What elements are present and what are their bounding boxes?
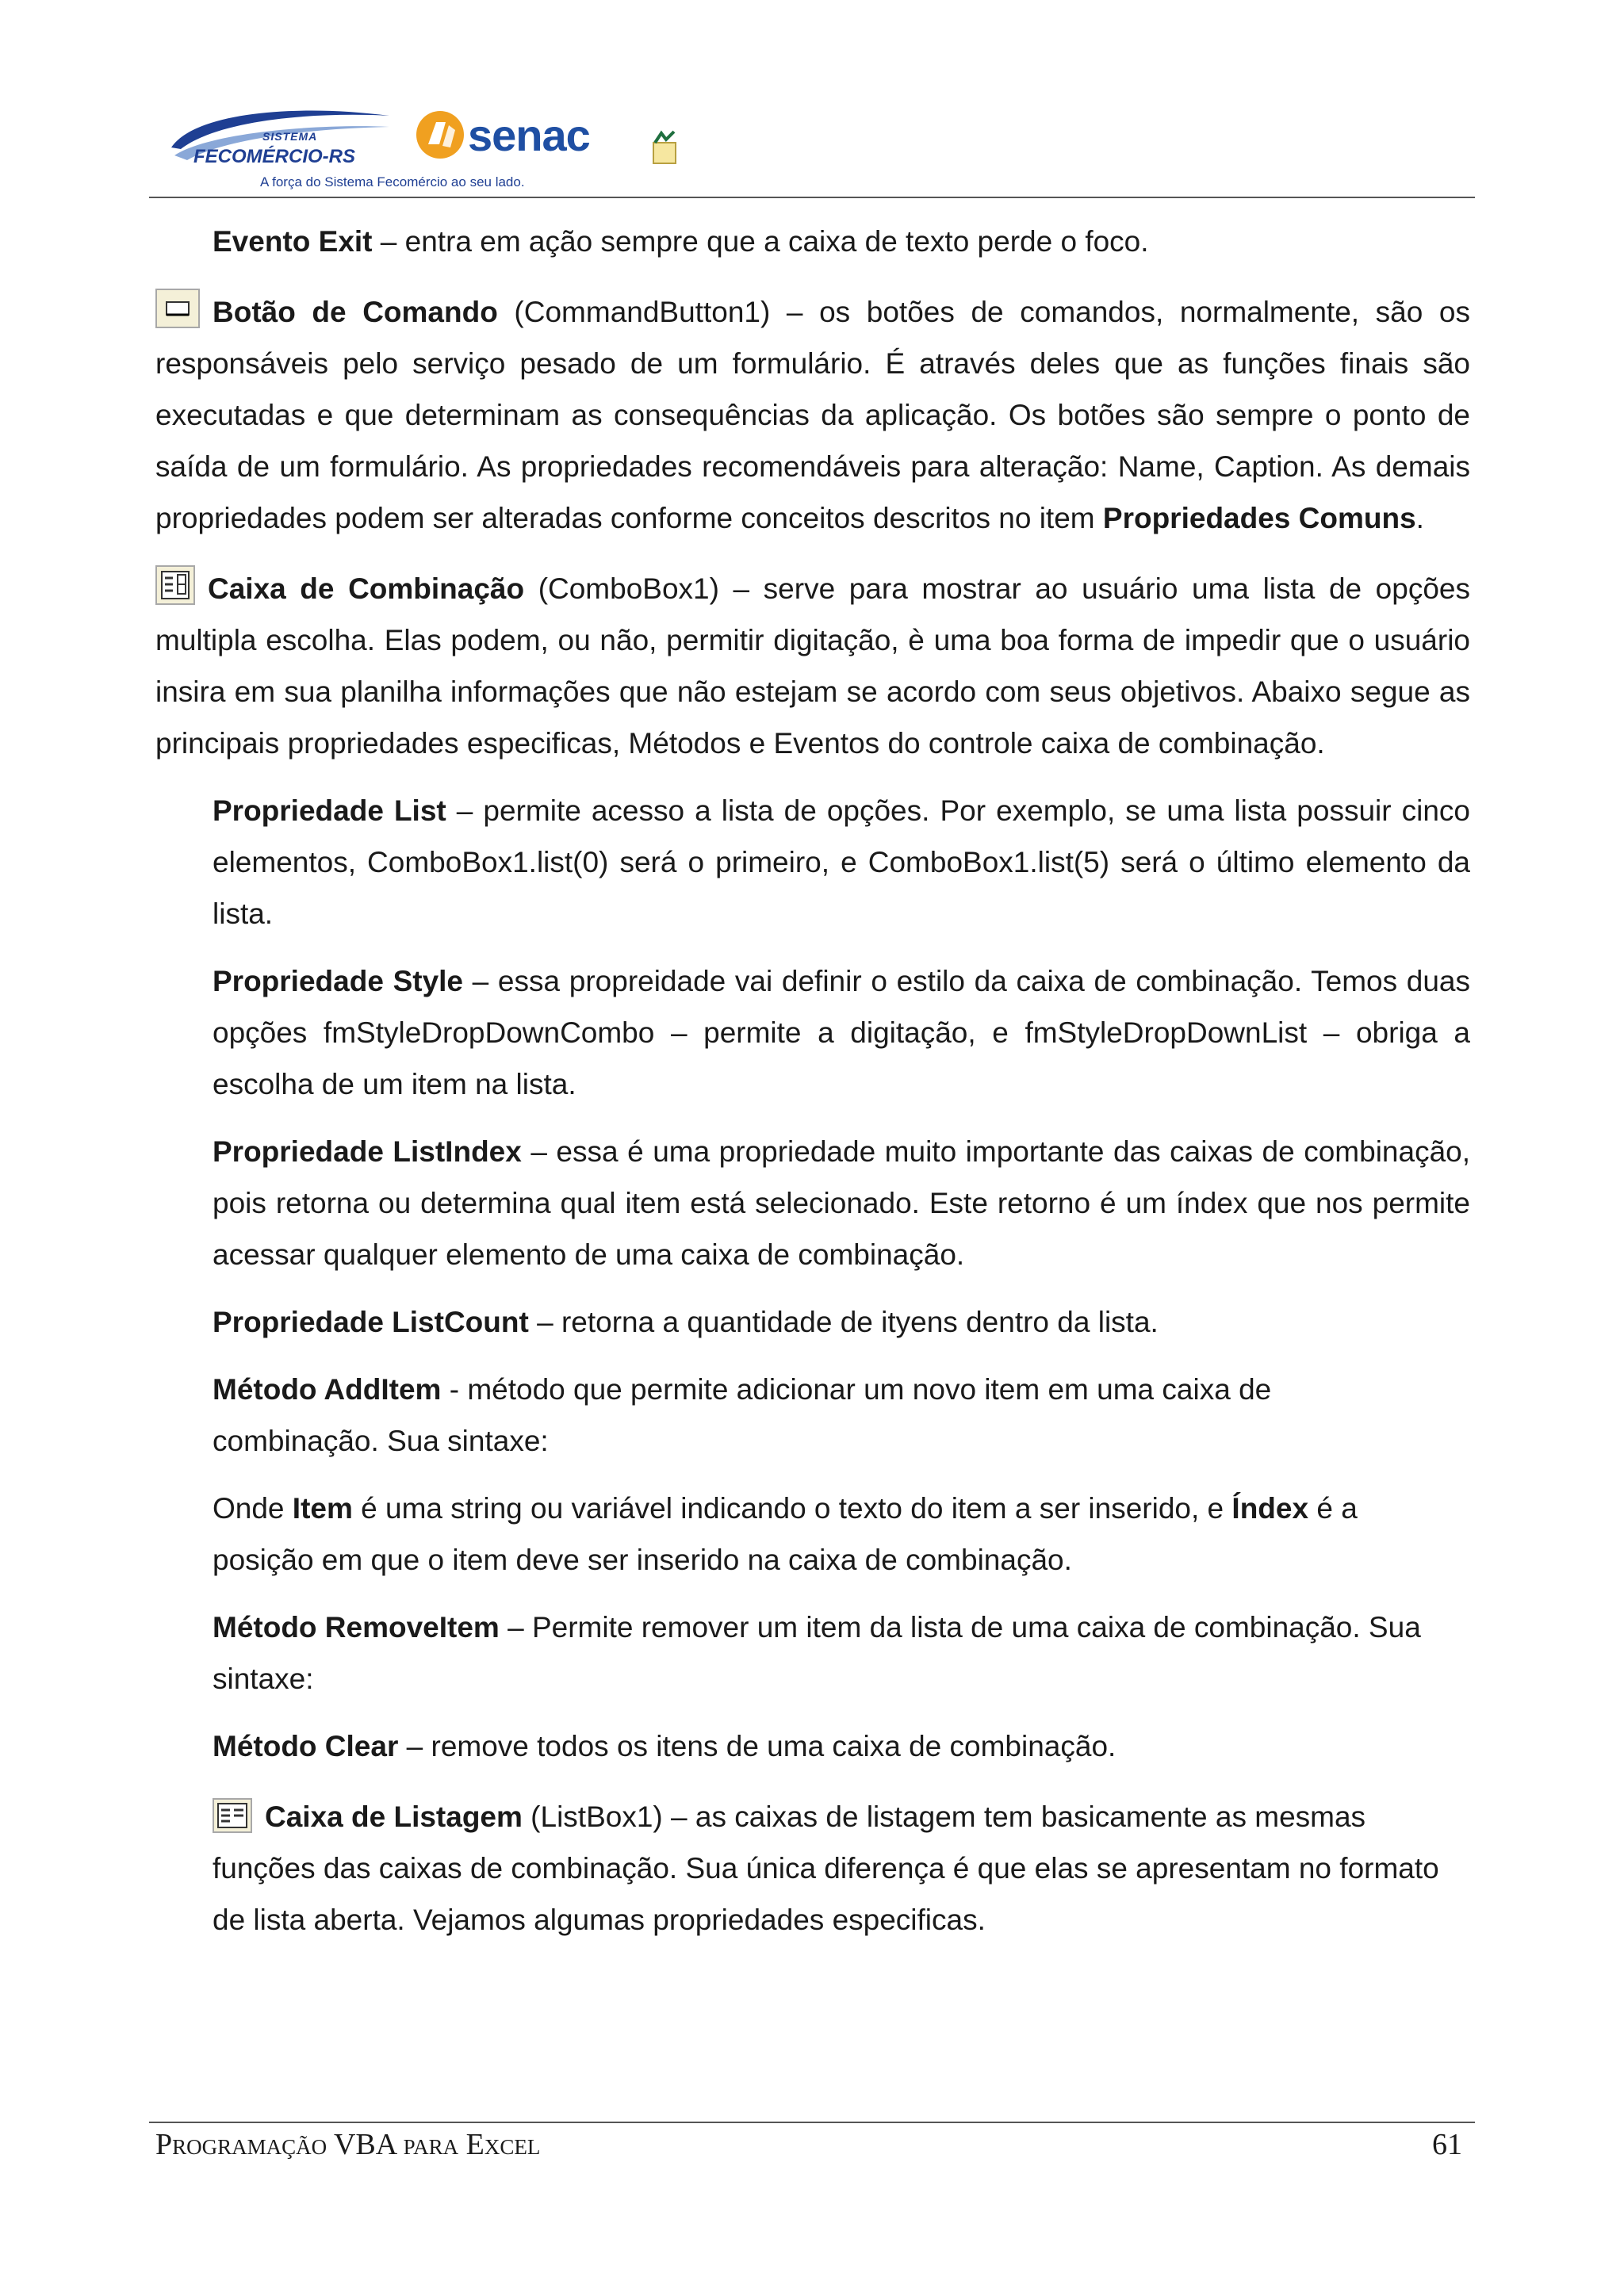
senac-emblem-icon (412, 106, 468, 162)
term-propriedades-comuns: Propriedades Comuns (1102, 502, 1416, 534)
logo-tagline: A força do Sistema Fecomércio ao seu lado. (260, 174, 525, 189)
paragraph-caixa-combinacao: Caixa de Combinação (ComboBox1) – serve para mostrar ao usuário uma lista de opções multipla escolha. Elas podem, ou não, permitir digitação, è uma boa forma de impedir que o usuário insira em sua planilha informações que não estejam se acordo com seus objetivos. Abaixo segue as principais propriedades especificas, Métodos e Eventos do controle caixa de combinação. (155, 563, 1470, 769)
combobox-icon (155, 565, 195, 605)
paragraph-propriedade-listindex: Propriedade ListIndex – essa é uma propriedade muito importante das caixas de combinação, pois retorna ou determina qual item está selecionado. Este retorno é um índex que nos permite acessar qualquer elemento de uma caixa de combinação. (213, 1135, 1471, 1271)
paragraph-metodo-clear: Método Clear – remove todos os itens de uma caixa de combinação. (213, 1730, 1116, 1762)
paragraph-propriedade-list: Propriedade List – permite acesso a lista de opções. Por exemplo, se uma lista possuir cinco elementos, ComboBox1.list(0) será o primeiro, e ComboBox1.list(5) será o último elemento da lista. (213, 794, 1471, 930)
logo-senac-text: senac (468, 110, 590, 160)
term-metodo-clear: Método Clear (213, 1730, 399, 1762)
award-badge-icon (650, 130, 679, 166)
page-content (155, 216, 1470, 1961)
term-propriedade-list: Propriedade List (213, 794, 446, 827)
term-propriedade-style: Propriedade Style (213, 965, 464, 997)
paragraph-propriedade-listcount: Propriedade ListCount – retorna a quantidade de ityens dentro da lista. (213, 1306, 1159, 1338)
term-metodo-removeitem: Método RemoveItem (213, 1611, 500, 1644)
term-botao-comando: Botão de Comando (213, 296, 498, 328)
term-caixa-combinacao: Caixa de Combinação (208, 572, 525, 605)
term-evento-exit: Evento Exit (213, 225, 373, 258)
paragraph-propriedade-style: Propriedade Style – essa propreidade vai definir o estilo da caixa de combinação. Temos duas opções fmStyleDropDownCombo – permite a digitação, e fmStyleDropDownList – obriga a escolha de um item na lista. (213, 965, 1471, 1100)
listbox-icon (213, 1798, 252, 1833)
term-propriedade-listcount: Propriedade ListCount (213, 1306, 529, 1338)
paragraph-evento-exit: Evento Exit – entra em ação sempre que a caixa de texto perde o foco. (213, 225, 1149, 258)
paragraph-metodo-removeitem: Método RemoveItem – Permite remover um item da lista de uma caixa de combinação. Sua sintaxe: (213, 1611, 1421, 1695)
term-propriedade-listindex: Propriedade ListIndex (213, 1135, 522, 1168)
logo-sistema-text: SISTEMA (262, 130, 318, 143)
term-metodo-additem: Método AddItem (213, 1373, 442, 1406)
term-caixa-listagem: Caixa de Listagem (265, 1800, 523, 1833)
page-number: 61 (1432, 2128, 1462, 2161)
footer-title: Programação VBA para Excel (155, 2128, 541, 2161)
page-header (151, 95, 682, 194)
paragraph-metodo-additem: Método AddItem - método que permite adicionar um novo item em uma caixa de combinação. Sua sintaxe: (213, 1373, 1272, 1457)
command-button-icon (155, 289, 200, 328)
paragraph-onde-item: Onde Item é uma string ou variável indicando o texto do item a ser inserido, e Índex é a posição em que o item deve ser inserido na caixa de combinação. (213, 1492, 1358, 1576)
logo-fecomercio-text: FECOMÉRCIO-RS (193, 146, 355, 167)
paragraph-caixa-listagem: Caixa de Listagem (ListBox1) – as caixas de listagem tem basicamente as mesmas funções das caixas de combinação. Sua única diferença é que elas se apresentam no formato de lista aberta. Vejamos algumas propriedades especificas. (213, 1791, 1470, 1946)
term-index: Índex (1231, 1492, 1309, 1525)
term-item: Item (292, 1492, 353, 1525)
header-divider (149, 197, 1475, 198)
footer-divider (149, 2122, 1475, 2123)
paragraph-botao-comando: Botão de Comando (CommandButton1) – os botões de comandos, normalmente, são os responsáveis pelo serviço pesado de um formulário. É através deles que as funções finais são executadas e que determinam as consequências da aplicação. Os botões são sempre o ponto de saída de um formulário. As propriedades recomendáveis para alteração: Name, Caption. As demais propriedades podem ser alteradas conforme conceitos descritos no item Propriedades Comuns. (155, 286, 1470, 544)
